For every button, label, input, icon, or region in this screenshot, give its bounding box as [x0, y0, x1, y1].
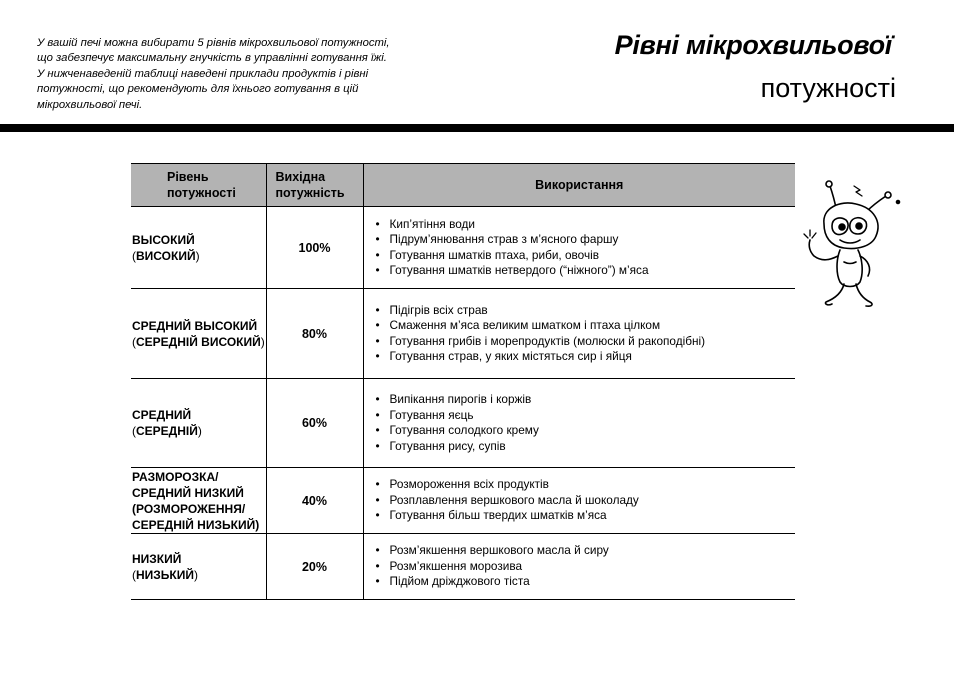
power-levels-table — [131, 163, 795, 600]
intro-line: мікрохвильової печі. — [37, 98, 143, 111]
level-name-ru: СРЕДНИЙ ВЫСОКИЙ — [132, 318, 258, 333]
header-level: Рівень потужності — [131, 164, 266, 207]
intro-line: У вашій печі можна вибирати 5 рівнів мікрохвильової потужності, — [37, 37, 390, 49]
usage-cell — [363, 207, 795, 289]
table-row — [131, 207, 795, 289]
level-name-ru: НИЗКИЙ — [132, 551, 182, 566]
list-item: • Готування шматків птаха, риби, овочів — [376, 248, 796, 264]
usage-cell — [363, 289, 795, 379]
list-item: • Розм’якшення вершкового масла й сиру — [376, 543, 796, 559]
level-cell — [131, 289, 266, 379]
page-title: Рівні мікрохвильової — [614, 30, 892, 60]
output-percent: 80% — [266, 289, 363, 379]
level-name-ua: ( ВИСОКИЙ ) — [132, 248, 266, 264]
list-item: • Розмороження всіх продуктів — [376, 477, 796, 493]
list-item: • Готування шматків нетвердого (“ніжного”) м’яса — [376, 263, 796, 279]
table-row — [131, 468, 795, 534]
intro-line: У нижченаведеній таблиці наведені приклади продуктів і рівні — [37, 67, 369, 80]
level-cell — [131, 468, 266, 534]
cartoon-chef-mascot-icon — [796, 178, 904, 310]
output-percent: 60% — [266, 379, 363, 468]
page-title-line2: потужності — [760, 73, 896, 103]
level-name-ru: РАЗМОРОЗКА/ СРЕДНИЙ НИЗКИЙ — [132, 469, 244, 500]
list-item: • Готування яєць — [376, 408, 796, 424]
usage-cell — [363, 468, 795, 534]
level-name-ua: ( НИЗЬКИЙ ) — [132, 567, 266, 583]
intro-text — [37, 36, 457, 113]
header-usage: Використання — [363, 164, 795, 207]
table-row — [131, 379, 795, 468]
level-name-ua: ( СЕРЕДНІЙ ВИСОКИЙ ) — [132, 334, 266, 350]
level-cell — [131, 207, 266, 289]
list-item: • Кип’ятіння води — [376, 217, 796, 233]
list-item: • Випікання пирогів і коржів — [376, 392, 796, 408]
list-item: • Готування рису, супів — [376, 439, 796, 455]
list-item: • Смаження м’яса великим шматком і птаха цілком — [376, 318, 796, 334]
level-cell — [131, 534, 266, 600]
level-name-ua: (РОЗМОРОЖЕННЯ/ СЕРЕДНІЙ НИЗЬКИЙ) — [132, 501, 260, 532]
list-item: • Готування більш твердих шматків м’яса — [376, 508, 796, 524]
usage-cell — [363, 534, 795, 600]
level-name-ru: СРЕДНИЙ — [132, 408, 192, 422]
table-row — [131, 289, 795, 379]
header-output: Вихідна потужність — [266, 164, 363, 207]
table-row — [131, 534, 795, 600]
header-divider — [0, 124, 954, 132]
output-percent: 40% — [266, 468, 363, 534]
list-item: • Розм’якшення морозива — [376, 559, 796, 575]
level-name-ua: ( СЕРЕДНІЙ ) — [132, 423, 266, 439]
output-percent: 20% — [266, 534, 363, 600]
list-item: • Підрум’янювання страв з м’ясного фаршу — [376, 232, 796, 248]
intro-line: потужності, що рекомендують для їхнього готування в цій — [37, 83, 359, 96]
list-item: • Готування страв, у яких містяться сир і яйця — [376, 349, 796, 365]
intro-line: що забезпечує максимальну гнучкість в управлінні готування їжі. — [37, 52, 387, 65]
table-header-row — [131, 164, 795, 207]
list-item: • Розплавлення вершкового масла й шоколаду — [376, 493, 796, 509]
output-percent: 100% — [266, 207, 363, 289]
level-name-ru: ВЫСОКИЙ — [132, 232, 195, 247]
list-item: • Готування грибів і морепродуктів (молюски й ракоподібні) — [376, 334, 796, 350]
list-item: • Готування солодкого крему — [376, 423, 796, 439]
level-cell — [131, 379, 266, 468]
list-item: • Підігрів всіх страв — [376, 303, 796, 319]
list-item: • Підйом дріжджового тіста — [376, 574, 796, 590]
usage-cell — [363, 379, 795, 468]
